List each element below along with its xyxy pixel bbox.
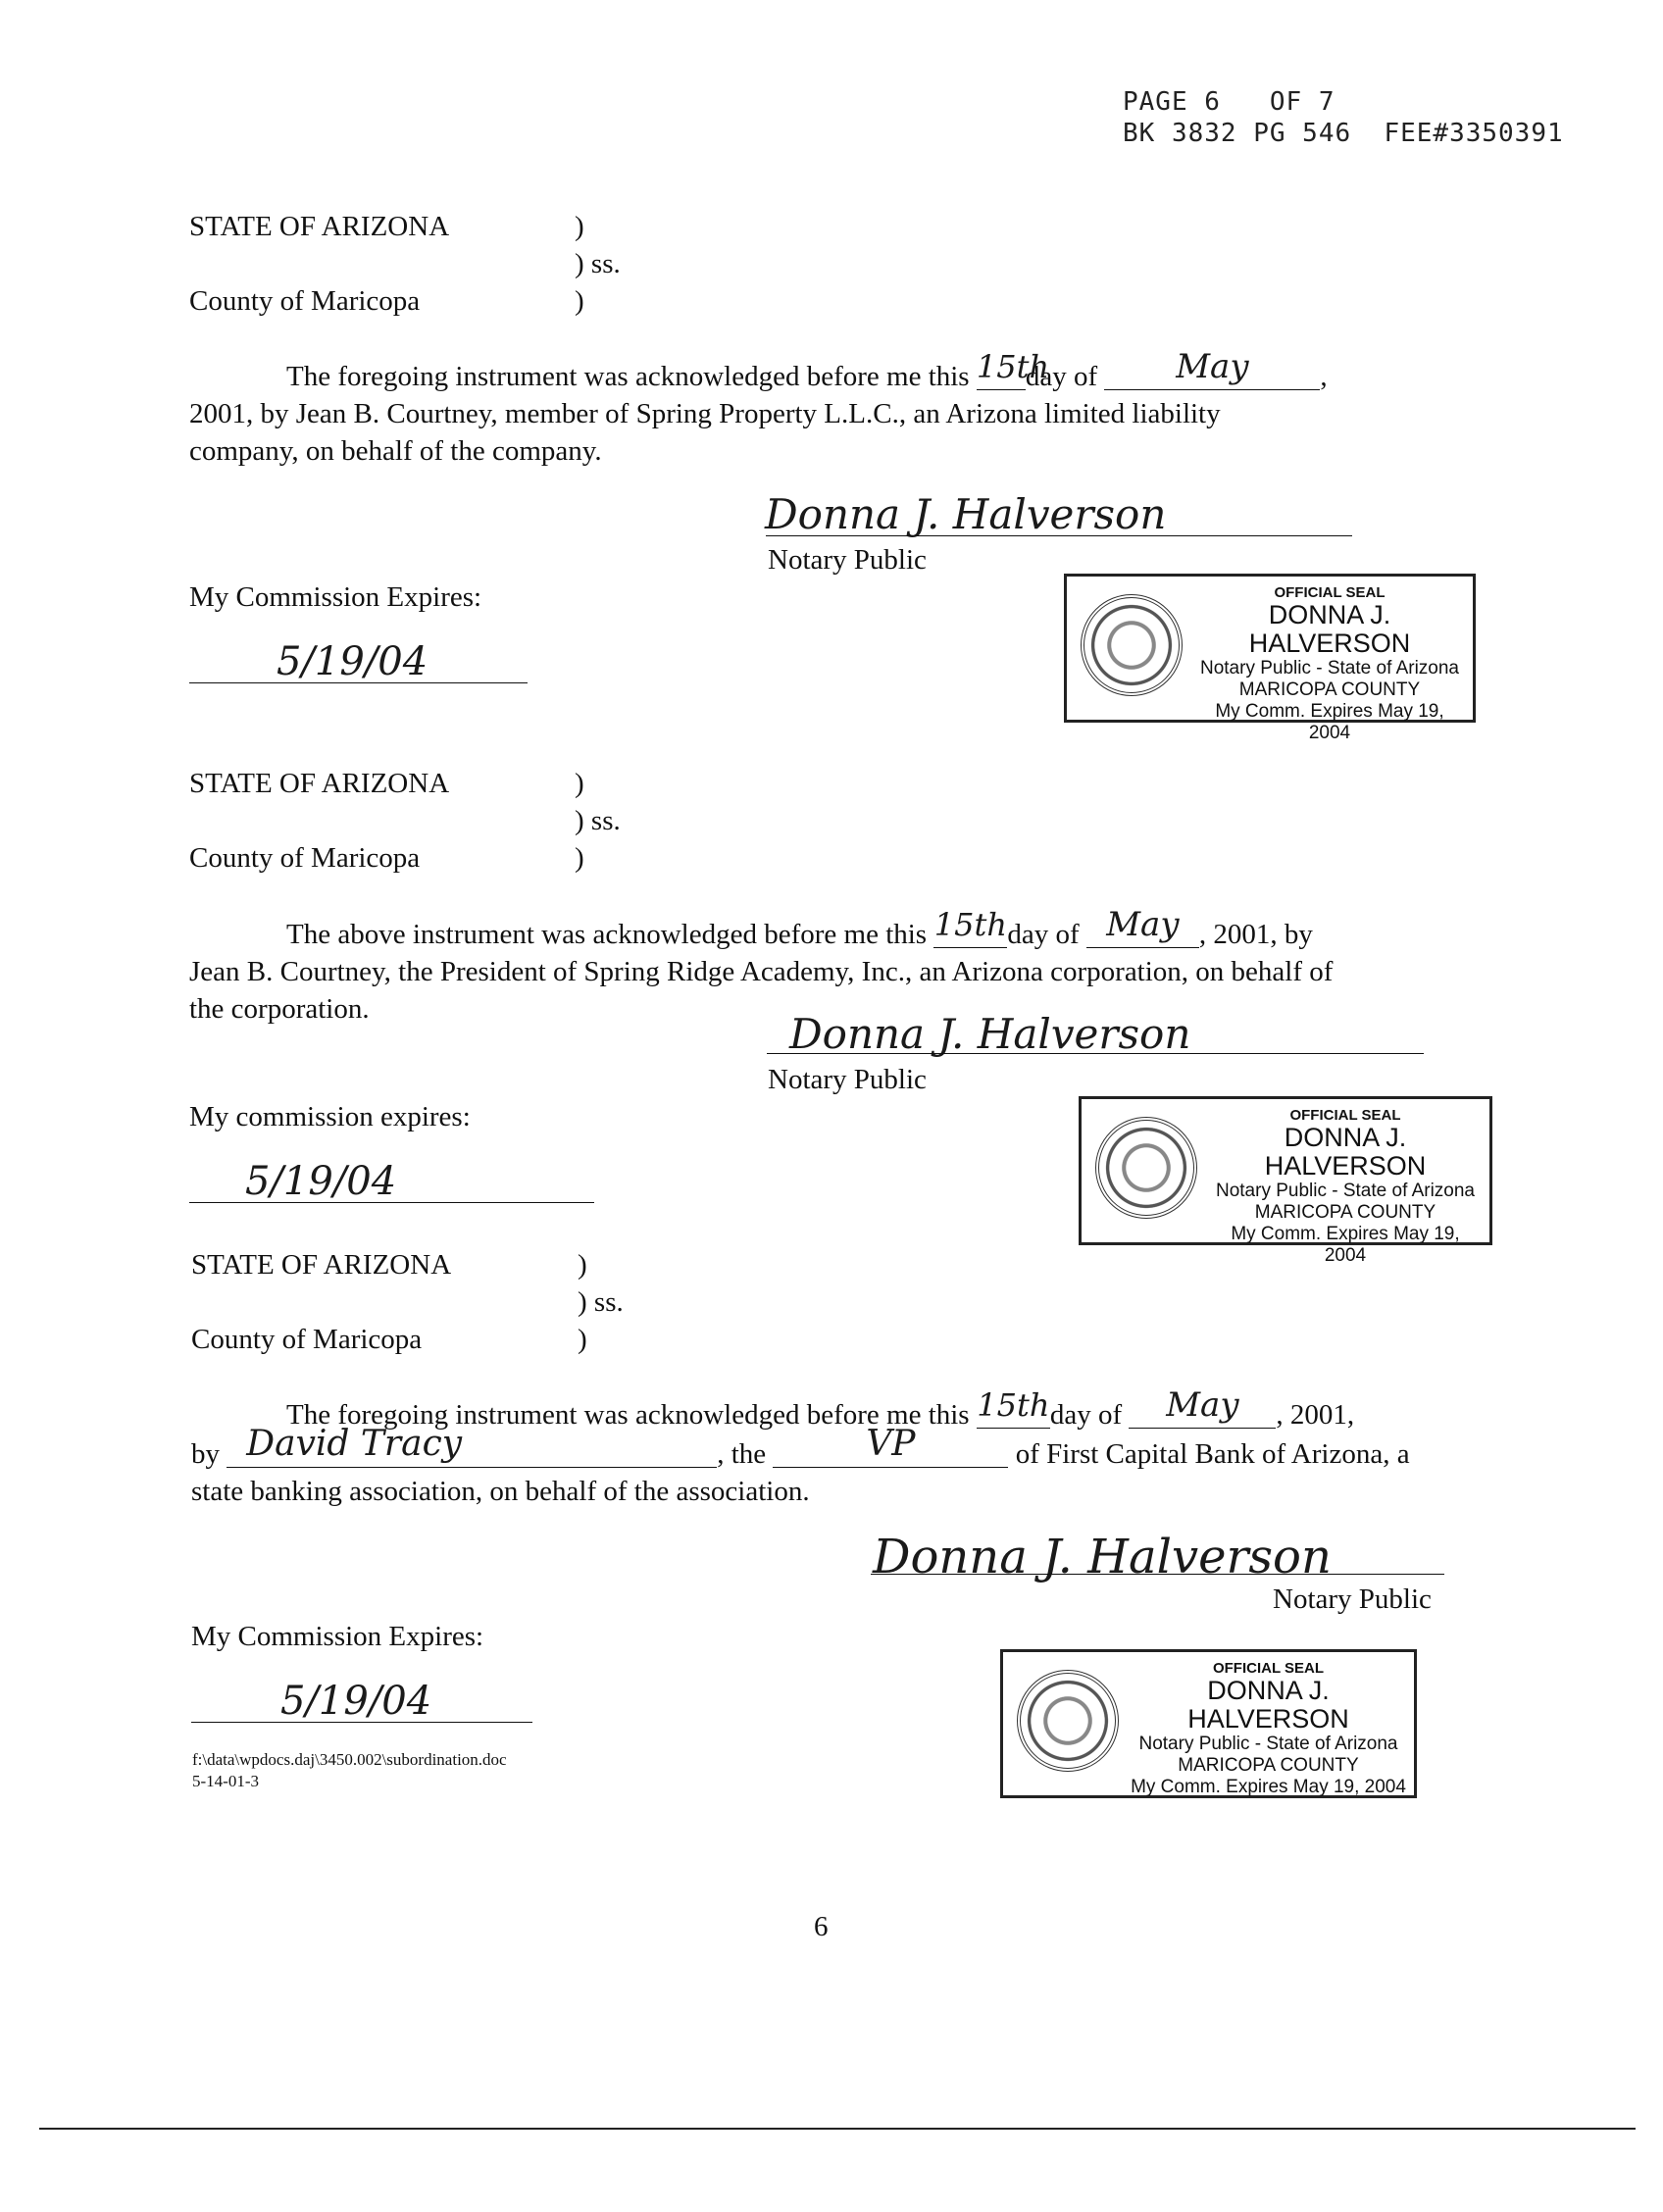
- venue-state: STATE OF ARIZONA: [189, 211, 450, 242]
- venue-paren: ): [575, 768, 584, 799]
- notary-signature: Donna J. Halverson: [765, 490, 1167, 538]
- seal-official: OFFICIAL SEAL: [1289, 1107, 1401, 1124]
- commission-line: [191, 1722, 532, 1723]
- state-seal-emblem: [1095, 1117, 1197, 1219]
- ack-text: company, on behalf of the company.: [189, 435, 602, 467]
- bottom-scan-edge: [39, 2128, 1636, 2130]
- ack-text: Jean B. Courtney, the President of Spring Ridge Academy, Inc., an Arizona corporation, on behalf of: [189, 956, 1334, 987]
- notary-seal: [1064, 574, 1476, 743]
- venue-paren: ): [578, 1324, 587, 1355]
- file-path: f:\data\wpdocs.daj\3450.002\subordination.doc: [192, 1750, 507, 1769]
- ack-text: of First Capital Bank of Arizona, a: [1015, 1438, 1410, 1470]
- seal-line: MARICOPA COUNTY: [1238, 679, 1421, 700]
- acknowledgment-paragraph: The foregoing instrument was acknowledged before me this 15thday of May , 2001, by Jean B. Courtney, member of Spring Property L.L.C., an Arizona limited liability company, on behalf of the company.: [189, 356, 1454, 470]
- ack-text: 2001, by Jean B. Courtney, member of Spring Property L.L.C., an Arizona limited liability: [189, 398, 1221, 429]
- acknowledgment-paragraph: The above instrument was acknowledged before me this 15thday of May , 2001, by Jean B. Courtney, the President of Spring Ridge Academy, Inc., an Arizona corporation, on behalf of the corporation.: [189, 914, 1464, 1028]
- seal-line: Notary Public - State of Arizona: [1215, 1181, 1475, 1201]
- venue-ss: ) ss.: [575, 248, 621, 279]
- ack-text: by: [191, 1438, 220, 1470]
- ack-text: state banking association, on behalf of the association.: [191, 1476, 810, 1507]
- venue-county: County of Maricopa: [189, 285, 421, 317]
- signature-line: [767, 1053, 1424, 1054]
- seal-line: My Comm. Expires May 19, 2004: [1231, 1224, 1460, 1266]
- ack-text: day of: [1049, 1399, 1123, 1431]
- ack-text: , the: [717, 1438, 767, 1470]
- seal-line: Notary Public - State of Arizona: [1199, 658, 1459, 679]
- commission-label: My Commission Expires:: [189, 581, 482, 613]
- venue-county: County of Maricopa: [189, 842, 421, 874]
- commission-label: My commission expires:: [189, 1101, 471, 1132]
- name-field: David Tracy: [227, 1433, 717, 1468]
- commission-line: [189, 682, 528, 683]
- venue-ss: ) ss.: [578, 1286, 624, 1318]
- seal-line: MARICOPA COUNTY: [1178, 1755, 1359, 1776]
- day-field: 15th: [933, 914, 1007, 948]
- notary-label: Notary Public: [1273, 1584, 1432, 1615]
- venue-paren: ): [578, 1249, 587, 1281]
- day-field: 15th: [977, 356, 1026, 390]
- signature-line: [766, 535, 1352, 536]
- day-field: 15th: [977, 1394, 1050, 1429]
- venue-ss: ) ss.: [575, 805, 621, 836]
- acknowledgment-paragraph: The foregoing instrument was acknowledged before me this 15thday of May , 2001, by David Tracy , the VP of First Capital Bank of Arizona, a state banking association, on behalf of the association.: [191, 1394, 1466, 1510]
- seal-line: My Comm. Expires May 19, 2004: [1131, 1777, 1406, 1797]
- month-field: May: [1104, 356, 1320, 390]
- venue-paren: ): [575, 211, 584, 242]
- book-page-fee: BK 3832 PG 546 FEE#3350391: [1123, 119, 1564, 148]
- recording-stamp: [1123, 86, 1564, 149]
- notary-signature: Donna J. Halverson: [789, 1010, 1191, 1058]
- commission-date: 5/19/04: [280, 1679, 432, 1724]
- notary-label: Notary Public: [768, 544, 927, 576]
- venue-paren: ): [575, 842, 584, 874]
- notary-seal: [1079, 1096, 1492, 1266]
- page-count: PAGE 6 OF 7: [1123, 87, 1335, 117]
- seal-line: Notary Public - State of Arizona: [1138, 1734, 1398, 1754]
- notary-label: Notary Public: [768, 1064, 927, 1095]
- page-number: 6: [814, 1911, 829, 1942]
- seal-official: OFFICIAL SEAL: [1212, 1660, 1325, 1677]
- venue-county: County of Maricopa: [191, 1324, 423, 1355]
- signature-line: [871, 1574, 1444, 1575]
- commission-line: [189, 1202, 594, 1203]
- commission-date: 5/19/04: [277, 639, 428, 684]
- title-field: VP: [773, 1433, 1008, 1468]
- month-field: May: [1086, 914, 1199, 948]
- venue-state: STATE OF ARIZONA: [191, 1249, 452, 1281]
- commission-label: My Commission Expires:: [191, 1621, 484, 1652]
- notary-seal: [1000, 1649, 1417, 1798]
- doc-code: 5-14-01-3: [192, 1772, 259, 1790]
- ack-text: The foregoing instrument was acknowledged before me this: [286, 1399, 970, 1431]
- seal-name: DONNA J. HALVERSON: [1187, 1676, 1349, 1734]
- venue-state: STATE OF ARIZONA: [189, 768, 450, 799]
- notary-signature: Donna J. Halverson: [873, 1530, 1332, 1584]
- venue-paren: ): [575, 285, 584, 317]
- ack-text: day of: [1025, 361, 1098, 392]
- seal-name: DONNA J. HALVERSON: [1248, 600, 1411, 658]
- ack-text: day of: [1007, 919, 1080, 950]
- seal-official: OFFICIAL SEAL: [1274, 584, 1386, 601]
- ack-text: The foregoing instrument was acknowledged before me this: [286, 361, 970, 392]
- month-field: May: [1129, 1394, 1276, 1429]
- seal-line: My Comm. Expires May 19, 2004: [1215, 701, 1444, 743]
- seal-line: MARICOPA COUNTY: [1254, 1202, 1436, 1223]
- seal-name: DONNA J. HALVERSON: [1264, 1123, 1427, 1181]
- ack-text: The above instrument was acknowledged before me this: [286, 919, 928, 950]
- state-seal-emblem: [1017, 1670, 1119, 1772]
- commission-date: 5/19/04: [245, 1159, 397, 1204]
- state-seal-emblem: [1081, 594, 1183, 696]
- ack-text: the corporation.: [189, 993, 370, 1025]
